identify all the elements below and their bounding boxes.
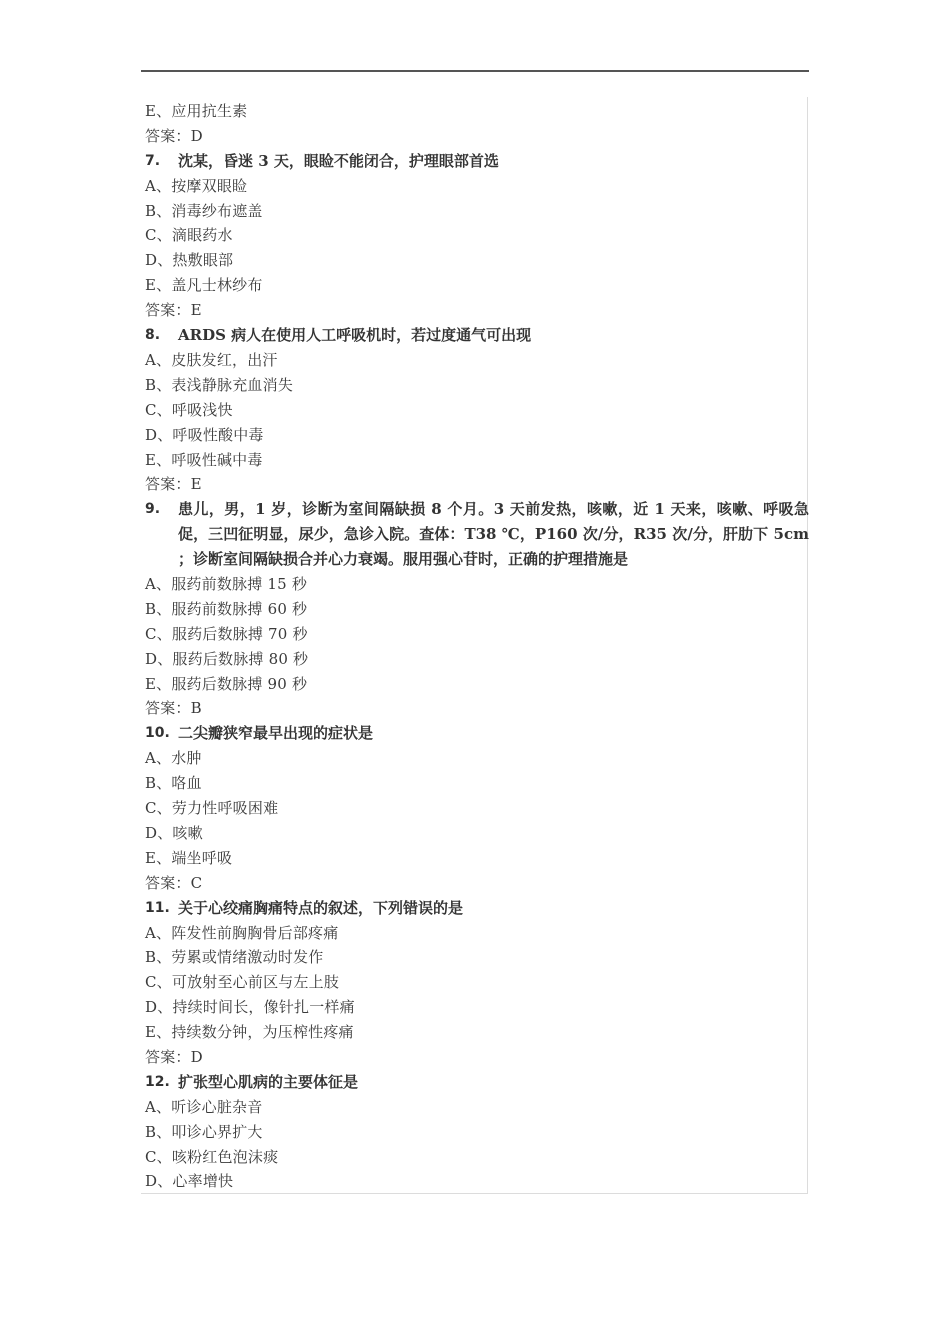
question-stem — [145, 896, 809, 921]
question-number: 11. — [145, 899, 170, 916]
answer-line: 答案：E — [145, 301, 202, 320]
option-line: C、劳力性呼吸困难 — [145, 799, 279, 818]
answer-line: 答案：B — [145, 699, 202, 718]
question-text: 沈某，昏迷 3 天，眼睑不能闭合，护理眼部首选 — [178, 151, 499, 170]
question-stem — [145, 149, 809, 174]
question-text: 二尖瓣狭窄最早出现的症状是 — [178, 724, 374, 743]
option-line: B、消毒纱布遮盖 — [145, 201, 263, 220]
option-line: B、叩诊心界扩大 — [145, 1122, 263, 1141]
option-line: A、听诊心脏杂音 — [145, 1097, 263, 1116]
question-number: 9. — [145, 501, 161, 518]
option-line: A、按摩双眼睑 — [145, 176, 248, 195]
question-text: 扩张型心肌病的主要体征是 — [178, 1072, 359, 1091]
option-line: C、咳粉红色泡沫痰 — [145, 1147, 279, 1166]
option-line: B、服药前数脉搏 60 秒 — [145, 599, 308, 618]
option-line: E、盖凡士林纱布 — [145, 276, 263, 295]
question-number: 12. — [145, 1073, 170, 1090]
option-line: C、呼吸浅快 — [145, 400, 233, 419]
question-text: 患儿，男，1 岁，诊断为室间隔缺损 8 个月。3 天前发热，咳嗽，近 1 天来，咳嗽、呼吸急促，三凹征明显，尿少，急诊入院。查体：T38 ℃，P160 次/分，R35 次/分，肝肋下 5cm ；诊断室间隔缺损合并心力衰竭。服用强心苷时，正确的护理措施是 — [178, 500, 809, 569]
answer-line: 答案：D — [145, 1047, 203, 1066]
option-line: D、心率增快 — [145, 1172, 234, 1191]
question-list — [145, 99, 809, 1194]
option-line: D、呼吸性酸中毒 — [145, 425, 264, 444]
option-line: B、表浅静脉充血消失 — [145, 375, 294, 394]
header-rule — [141, 70, 809, 72]
option-line: B、劳累或情绪激动时发作 — [145, 948, 324, 967]
question-stem — [145, 721, 809, 746]
option-line: E、服药后数脉搏 90 秒 — [145, 674, 308, 693]
option-line: D、持续时间长，像针扎一样痛 — [145, 998, 355, 1017]
answer-line: 答案：D — [145, 126, 203, 145]
option-line: A、阵发性前胸胸骨后部疼痛 — [145, 923, 339, 942]
option-line: E、应用抗生素 — [145, 102, 248, 120]
option-line: E、呼吸性碱中毒 — [145, 450, 263, 469]
option-line: D、服药后数脉搏 80 秒 — [145, 649, 309, 668]
question-stem — [145, 323, 809, 348]
question-number: 10. — [145, 725, 170, 742]
question-number: 8. — [145, 327, 161, 344]
option-line: D、热敷眼部 — [145, 251, 234, 270]
option-line: C、服药后数脉搏 70 秒 — [145, 624, 308, 643]
option-line: B、咯血 — [145, 774, 202, 793]
question-text: 关于心绞痛胸痛特点的叙述，下列错误的是 — [178, 898, 464, 917]
option-line: C、滴眼药水 — [145, 226, 233, 245]
option-line: A、皮肤发红，出汗 — [145, 350, 278, 369]
option-line: E、持续数分钟，为压榨性疼痛 — [145, 1023, 354, 1042]
answer-line: 答案：C — [145, 873, 203, 892]
question-text: ARDS 病人在使用人工呼吸机时，若过度通气可出现 — [178, 326, 532, 345]
question-number: 7. — [145, 152, 161, 169]
question-stem — [145, 497, 809, 572]
option-line: E、端坐呼吸 — [145, 848, 233, 867]
option-line: A、服药前数脉搏 15 秒 — [145, 575, 308, 593]
option-line: A、水肿 — [145, 749, 202, 768]
option-line: C、可放射至心前区与左上肢 — [145, 973, 340, 992]
question-stem — [145, 1070, 809, 1095]
answer-line: 答案：E — [145, 475, 202, 494]
option-line: D、咳嗽 — [145, 823, 203, 842]
